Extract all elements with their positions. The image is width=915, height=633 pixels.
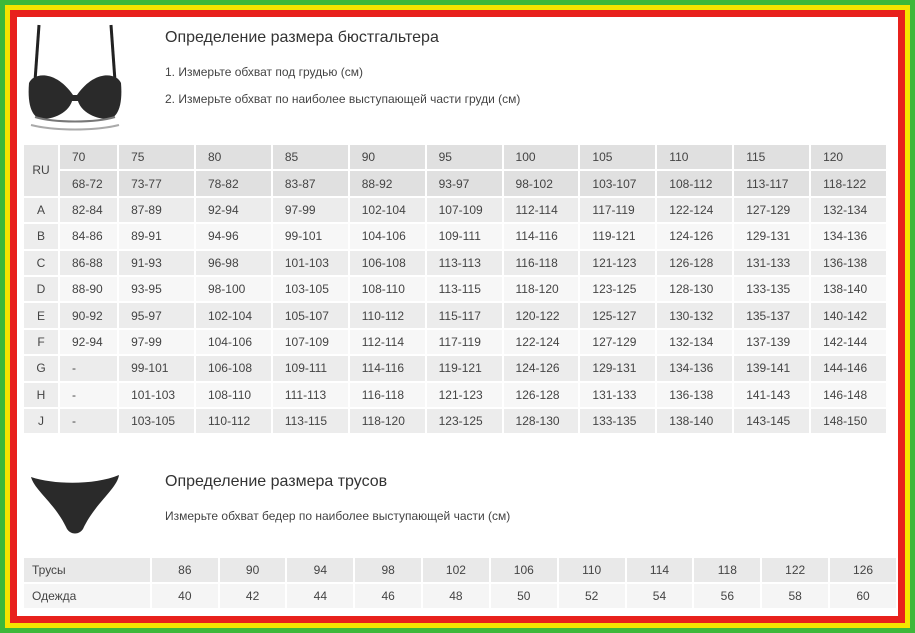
panties-section-title: Определение размера трусов (165, 473, 388, 490)
bust-range-cell: 105-107 (273, 303, 348, 327)
bust-range-cell: 108-110 (350, 277, 425, 301)
table-row (24, 198, 886, 222)
clothing-size-cell: 56 (694, 584, 760, 608)
bust-range-cell: 115-117 (427, 303, 502, 327)
underbust-range: 73-77 (119, 171, 194, 195)
bust-range-cell: 95-97 (119, 303, 194, 327)
panties-size-cell: 118 (694, 558, 760, 582)
table-row (24, 251, 886, 275)
bust-range-cell: 98-100 (196, 277, 271, 301)
underbust-range: 93-97 (427, 171, 502, 195)
bust-range-cell: 102-104 (350, 198, 425, 222)
bust-range-cell: 104-106 (350, 224, 425, 248)
bust-range-cell: 101-103 (273, 251, 348, 275)
bust-range-cell: 137-139 (734, 330, 809, 354)
bust-range-cell: 118-120 (504, 277, 579, 301)
bust-range-cell: - (60, 356, 117, 380)
bra-step-1: 1. Измерьте обхват под грудью (см) (165, 65, 363, 79)
bust-range-cell: 117-119 (427, 330, 502, 354)
bust-range-cell: 123-125 (427, 409, 502, 433)
bust-range-cell: 124-126 (657, 224, 732, 248)
underbust-range: 118-122 (811, 171, 886, 195)
table-row (24, 224, 886, 248)
bust-range-cell: 135-137 (734, 303, 809, 327)
bust-range-cell: - (60, 409, 117, 433)
bust-range-cell: 134-136 (657, 356, 732, 380)
bust-range-cell: 82-84 (60, 198, 117, 222)
bra-section-title: Определение размера бюстгальтера (165, 29, 439, 46)
bust-range-cell: 122-124 (657, 198, 732, 222)
bust-range-cell: 128-130 (504, 409, 579, 433)
bust-range-cell: 92-94 (196, 198, 271, 222)
bust-range-cell: 104-106 (196, 330, 271, 354)
bust-range-cell: 102-104 (196, 303, 271, 327)
panties-icon (25, 469, 125, 539)
bust-range-cell: 97-99 (119, 330, 194, 354)
bra-step-2: 2. Измерьте обхват по наиболее выступающей части груди (см) (165, 92, 521, 106)
panties-size-cell: 86 (152, 558, 218, 582)
bust-range-cell: 84-86 (60, 224, 117, 248)
bust-range-cell: 109-111 (273, 356, 348, 380)
bust-range-cell: 118-120 (350, 409, 425, 433)
bust-range-cell: 114-116 (504, 224, 579, 248)
bust-range-cell: 136-138 (811, 251, 886, 275)
bust-range-cell: 141-143 (734, 383, 809, 407)
clothing-size-cell: 48 (423, 584, 489, 608)
band-header: 110 (657, 145, 732, 169)
underbust-range: 88-92 (350, 171, 425, 195)
bust-range-cell: 93-95 (119, 277, 194, 301)
bust-range-cell: 129-131 (580, 356, 655, 380)
clothing-size-cell: 52 (559, 584, 625, 608)
bust-range-cell: 119-121 (427, 356, 502, 380)
table-row (24, 383, 886, 407)
underbust-range: 98-102 (504, 171, 579, 195)
band-header: 120 (811, 145, 886, 169)
band-header: 105 (580, 145, 655, 169)
clothing-size-cell: 58 (762, 584, 828, 608)
bust-range-cell: 106-108 (196, 356, 271, 380)
clothing-size-cell: 40 (152, 584, 218, 608)
bust-range-cell: 124-126 (504, 356, 579, 380)
cup-label: B (24, 224, 58, 248)
bust-range-cell: 110-112 (196, 409, 271, 433)
bust-range-cell: 120-122 (504, 303, 579, 327)
bust-range-cell: - (60, 383, 117, 407)
bust-range-cell: 116-118 (350, 383, 425, 407)
bust-range-cell: 111-113 (273, 383, 348, 407)
bust-range-cell: 138-140 (657, 409, 732, 433)
panties-size-table (22, 556, 898, 610)
cup-label: D (24, 277, 58, 301)
bust-range-cell: 132-134 (811, 198, 886, 222)
table-row (24, 303, 886, 327)
bust-range-cell: 92-94 (60, 330, 117, 354)
bust-range-cell: 86-88 (60, 251, 117, 275)
bust-range-cell: 87-89 (119, 198, 194, 222)
bust-range-cell: 90-92 (60, 303, 117, 327)
bust-range-cell: 89-91 (119, 224, 194, 248)
clothing-size-cell: 50 (491, 584, 557, 608)
clothing-row-label: Одежда (24, 584, 150, 608)
bust-range-cell: 133-135 (734, 277, 809, 301)
band-header: 80 (196, 145, 271, 169)
cup-label: J (24, 409, 58, 433)
bust-range-cell: 128-130 (657, 277, 732, 301)
bust-range-cell: 122-124 (504, 330, 579, 354)
bust-range-cell: 148-150 (811, 409, 886, 433)
band-header: 70 (60, 145, 117, 169)
bust-range-cell: 107-109 (427, 198, 502, 222)
clothing-size-cell: 44 (287, 584, 353, 608)
bust-range-cell: 113-115 (273, 409, 348, 433)
bust-range-cell: 99-101 (119, 356, 194, 380)
clothing-size-cell: 42 (220, 584, 286, 608)
cup-label: G (24, 356, 58, 380)
bust-range-cell: 142-144 (811, 330, 886, 354)
clothing-size-cell: 60 (830, 584, 896, 608)
bust-range-cell: 97-99 (273, 198, 348, 222)
bust-range-cell: 96-98 (196, 251, 271, 275)
bust-range-cell: 139-141 (734, 356, 809, 380)
clothing-size-cell: 46 (355, 584, 421, 608)
panties-size-cell: 126 (830, 558, 896, 582)
bust-range-cell: 116-118 (504, 251, 579, 275)
bust-range-cell: 91-93 (119, 251, 194, 275)
bust-range-cell: 125-127 (580, 303, 655, 327)
cup-label: E (24, 303, 58, 327)
underbust-range: 103-107 (580, 171, 655, 195)
table-row (24, 409, 886, 433)
bust-range-cell: 138-140 (811, 277, 886, 301)
panties-size-cell: 122 (762, 558, 828, 582)
bust-range-cell: 112-114 (350, 330, 425, 354)
bust-range-cell: 130-132 (657, 303, 732, 327)
bust-range-cell: 119-121 (580, 224, 655, 248)
bust-range-cell: 134-136 (811, 224, 886, 248)
bra-icon (25, 23, 125, 133)
bust-range-cell: 127-129 (734, 198, 809, 222)
cup-label: F (24, 330, 58, 354)
panties-row-label: Трусы (24, 558, 150, 582)
bust-range-cell: 133-135 (580, 409, 655, 433)
bust-range-cell: 103-105 (119, 409, 194, 433)
ru-header: RU (24, 145, 58, 196)
bust-range-cell: 112-114 (504, 198, 579, 222)
bust-range-cell: 109-111 (427, 224, 502, 248)
cup-label: A (24, 198, 58, 222)
bust-range-cell: 126-128 (504, 383, 579, 407)
bust-range-cell: 114-116 (350, 356, 425, 380)
underbust-range: 113-117 (734, 171, 809, 195)
bust-range-cell: 146-148 (811, 383, 886, 407)
bust-range-cell: 131-133 (580, 383, 655, 407)
bra-size-table (22, 143, 888, 435)
cup-label: C (24, 251, 58, 275)
size-chart-panel (17, 17, 898, 616)
bust-range-cell: 131-133 (734, 251, 809, 275)
panties-size-cell: 106 (491, 558, 557, 582)
panties-size-cell: 94 (287, 558, 353, 582)
panties-size-cell: 98 (355, 558, 421, 582)
table-row (24, 330, 886, 354)
bust-range-cell: 121-123 (427, 383, 502, 407)
panties-size-cell: 102 (423, 558, 489, 582)
cup-label: H (24, 383, 58, 407)
band-header: 90 (350, 145, 425, 169)
bust-range-cell: 99-101 (273, 224, 348, 248)
bust-range-cell: 127-129 (580, 330, 655, 354)
underbust-range: 108-112 (657, 171, 732, 195)
band-header: 115 (734, 145, 809, 169)
panties-size-cell: 114 (627, 558, 693, 582)
bust-range-cell: 94-96 (196, 224, 271, 248)
bust-range-cell: 144-146 (811, 356, 886, 380)
band-header: 95 (427, 145, 502, 169)
bust-range-cell: 143-145 (734, 409, 809, 433)
table-row (24, 277, 886, 301)
bust-range-cell: 136-138 (657, 383, 732, 407)
bust-range-cell: 117-119 (580, 198, 655, 222)
bust-range-cell: 103-105 (273, 277, 348, 301)
panties-size-cell: 110 (559, 558, 625, 582)
bust-range-cell: 88-90 (60, 277, 117, 301)
bust-range-cell: 126-128 (657, 251, 732, 275)
band-header: 85 (273, 145, 348, 169)
bust-range-cell: 113-113 (427, 251, 502, 275)
table-row (24, 356, 886, 380)
bust-range-cell: 106-108 (350, 251, 425, 275)
bust-range-cell: 113-115 (427, 277, 502, 301)
band-header: 100 (504, 145, 579, 169)
bust-range-cell: 107-109 (273, 330, 348, 354)
bust-range-cell: 108-110 (196, 383, 271, 407)
clothing-size-cell: 54 (627, 584, 693, 608)
bust-range-cell: 129-131 (734, 224, 809, 248)
bust-range-cell: 123-125 (580, 277, 655, 301)
panties-instruction: Измерьте обхват бедер по наиболее выступающей части (см) (165, 509, 511, 523)
bust-range-cell: 132-134 (657, 330, 732, 354)
bust-range-cell: 121-123 (580, 251, 655, 275)
band-header: 75 (119, 145, 194, 169)
bust-range-cell: 140-142 (811, 303, 886, 327)
underbust-range: 68-72 (60, 171, 117, 195)
panties-size-cell: 90 (220, 558, 286, 582)
underbust-range: 78-82 (196, 171, 271, 195)
bust-range-cell: 101-103 (119, 383, 194, 407)
underbust-range: 83-87 (273, 171, 348, 195)
bust-range-cell: 110-112 (350, 303, 425, 327)
